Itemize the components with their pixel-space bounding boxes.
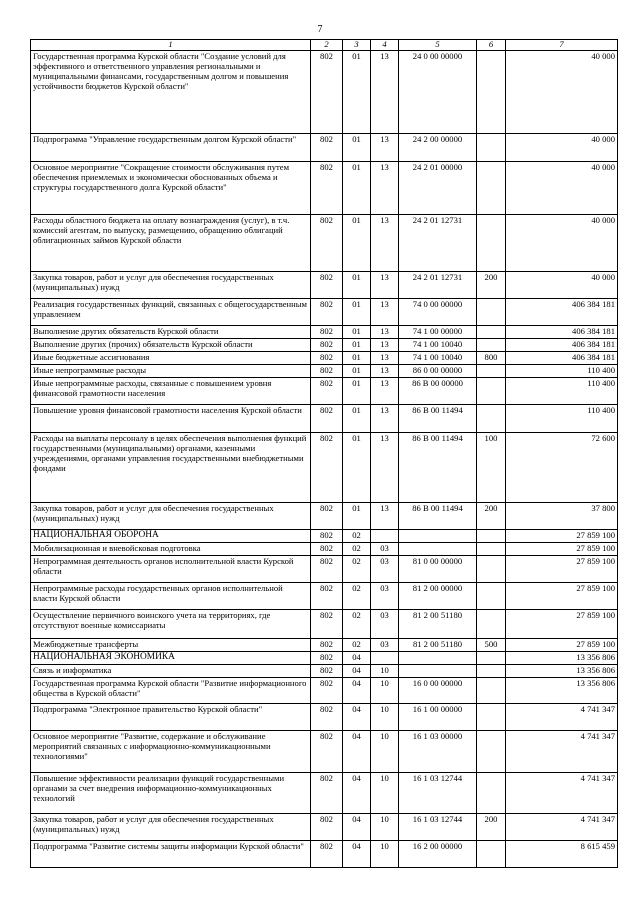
- subsection-cell: 13: [371, 378, 399, 405]
- target-article-cell: [399, 530, 477, 543]
- name-cell: Основное мероприятие "Развитие, содержание и обслуживание мероприятий связанных с информационно-коммуникационными технологиями": [31, 731, 311, 773]
- expense-type-cell: [477, 583, 506, 610]
- grbs-cell: 802: [311, 556, 343, 583]
- target-article-cell: 86 В 00 11494: [399, 503, 477, 530]
- expense-type-cell: [477, 773, 506, 814]
- amount-cell: 40 000: [506, 134, 618, 162]
- target-article-cell: [399, 665, 477, 678]
- expense-type-cell: [477, 405, 506, 433]
- subsection-cell: 03: [371, 639, 399, 652]
- grbs-cell: 802: [311, 841, 343, 868]
- grbs-cell: 802: [311, 215, 343, 272]
- amount-cell: 4 741 347: [506, 704, 618, 731]
- name-cell: Иные непрограммные расходы, связанные с повышением уровня финансовой грамотности населения: [31, 378, 311, 405]
- table-row: [31, 405, 618, 433]
- column-header: 7: [506, 40, 618, 51]
- grbs-cell: 802: [311, 731, 343, 773]
- section-cell: 01: [343, 299, 371, 326]
- target-article-cell: 81 2 00 51180: [399, 610, 477, 639]
- expense-type-cell: [477, 299, 506, 326]
- table-row: [31, 215, 618, 272]
- section-cell: 01: [343, 162, 371, 215]
- table-row: [31, 610, 618, 639]
- section-cell: 01: [343, 352, 371, 365]
- section-cell: 04: [343, 841, 371, 868]
- expense-type-cell: [477, 326, 506, 339]
- section-cell: 01: [343, 503, 371, 530]
- grbs-cell: 802: [311, 639, 343, 652]
- section-cell: 04: [343, 678, 371, 704]
- table-row: [31, 731, 618, 773]
- amount-cell: 27 859 100: [506, 556, 618, 583]
- amount-cell: 8 615 459: [506, 841, 618, 868]
- section-cell: 02: [343, 543, 371, 556]
- name-cell: Закупка товаров, работ и услуг для обеспечения государственных (муниципальных) нужд: [31, 814, 311, 841]
- expense-type-cell: [477, 543, 506, 556]
- subsection-cell: 13: [371, 134, 399, 162]
- table-row: [31, 51, 618, 134]
- target-article-cell: 16 0 00 00000: [399, 678, 477, 704]
- grbs-cell: 802: [311, 272, 343, 299]
- target-article-cell: 74 0 00 00000: [399, 299, 477, 326]
- name-cell: Расходы областного бюджета на оплату вознаграждения (услуг), в т.ч. комиссий агентам, по выпуску, размещению, обращению облигаций облигационных займов Курской области: [31, 215, 311, 272]
- name-cell: НАЦИОНАЛЬНАЯ ЭКОНОМИКА: [31, 652, 311, 665]
- section-cell: 02: [343, 583, 371, 610]
- grbs-cell: 802: [311, 773, 343, 814]
- amount-cell: 406 384 181: [506, 352, 618, 365]
- column-header: 5: [399, 40, 477, 51]
- grbs-cell: 802: [311, 51, 343, 134]
- grbs-cell: 802: [311, 405, 343, 433]
- amount-cell: 406 384 181: [506, 299, 618, 326]
- table-row: [31, 530, 618, 543]
- expense-type-cell: [477, 51, 506, 134]
- amount-cell: 27 859 100: [506, 610, 618, 639]
- budget-table: [30, 39, 618, 868]
- table-row: [31, 543, 618, 556]
- section-cell: 04: [343, 665, 371, 678]
- subsection-cell: 13: [371, 365, 399, 378]
- grbs-cell: 802: [311, 365, 343, 378]
- table-row: [31, 352, 618, 365]
- section-cell: 01: [343, 134, 371, 162]
- amount-cell: 13 356 806: [506, 678, 618, 704]
- name-cell: Выполнение других (прочих) обязательств Курской области: [31, 339, 311, 352]
- expense-type-cell: [477, 665, 506, 678]
- subsection-cell: 10: [371, 704, 399, 731]
- grbs-cell: 802: [311, 610, 343, 639]
- grbs-cell: 802: [311, 326, 343, 339]
- subsection-cell: 03: [371, 610, 399, 639]
- target-article-cell: 74 1 00 00000: [399, 326, 477, 339]
- name-cell: Иные непрограммные расходы: [31, 365, 311, 378]
- expense-type-cell: [477, 365, 506, 378]
- subsection-cell: 13: [371, 162, 399, 215]
- grbs-cell: 802: [311, 814, 343, 841]
- grbs-cell: 802: [311, 299, 343, 326]
- name-cell: Иные бюджетные ассигнования: [31, 352, 311, 365]
- table-header-row: [31, 40, 618, 51]
- name-cell: Основное мероприятие "Сокращение стоимости обслуживания путем обеспечения приемлемых и экономически обоснованных объема и структуры государственного долга Курской области": [31, 162, 311, 215]
- name-cell: Выполнение других обязательств Курской области: [31, 326, 311, 339]
- grbs-cell: 802: [311, 162, 343, 215]
- target-article-cell: [399, 652, 477, 665]
- subsection-cell: 13: [371, 433, 399, 503]
- grbs-cell: 802: [311, 704, 343, 731]
- grbs-cell: 802: [311, 433, 343, 503]
- amount-cell: 27 859 100: [506, 530, 618, 543]
- grbs-cell: 802: [311, 530, 343, 543]
- grbs-cell: 802: [311, 503, 343, 530]
- section-cell: 02: [343, 556, 371, 583]
- amount-cell: 4 741 347: [506, 731, 618, 773]
- section-cell: 01: [343, 365, 371, 378]
- target-article-cell: 16 1 03 00000: [399, 731, 477, 773]
- name-cell: Непрограммные расходы государственных органов исполнительной власти Курской области: [31, 583, 311, 610]
- section-cell: 04: [343, 704, 371, 731]
- grbs-cell: 802: [311, 665, 343, 678]
- name-cell: Межбюджетные трансферты: [31, 639, 311, 652]
- expense-type-cell: [477, 378, 506, 405]
- target-article-cell: 24 2 01 12731: [399, 272, 477, 299]
- target-article-cell: 86 В 00 11494: [399, 433, 477, 503]
- amount-cell: 406 384 181: [506, 326, 618, 339]
- grbs-cell: 802: [311, 134, 343, 162]
- amount-cell: 40 000: [506, 162, 618, 215]
- name-cell: Подпрограмма "Развитие системы защиты информации Курской области": [31, 841, 311, 868]
- name-cell: Повышение эффективности реализации функций государственными органами за счет внедрения информационно-коммуникационных технологий: [31, 773, 311, 814]
- name-cell: Закупка товаров, работ и услуг для обеспечения государственных (муниципальных) нужд: [31, 503, 311, 530]
- table-row: [31, 326, 618, 339]
- grbs-cell: 802: [311, 583, 343, 610]
- subsection-cell: 03: [371, 543, 399, 556]
- expense-type-cell: [477, 610, 506, 639]
- subsection-cell: 13: [371, 352, 399, 365]
- amount-cell: 110 400: [506, 405, 618, 433]
- expense-type-cell: [477, 339, 506, 352]
- table-row: [31, 652, 618, 665]
- subsection-cell: 10: [371, 665, 399, 678]
- table-row: [31, 556, 618, 583]
- table-row: [31, 704, 618, 731]
- section-cell: 01: [343, 339, 371, 352]
- subsection-cell: 13: [371, 503, 399, 530]
- name-cell: Государственная программа Курской области "Развитие информационного общества в Курской области": [31, 678, 311, 704]
- name-cell: НАЦИОНАЛЬНАЯ ОБОРОНА: [31, 530, 311, 543]
- table-row: [31, 299, 618, 326]
- amount-cell: 110 400: [506, 378, 618, 405]
- target-article-cell: 24 2 01 00000: [399, 162, 477, 215]
- table-row: [31, 365, 618, 378]
- section-cell: 04: [343, 814, 371, 841]
- target-article-cell: 16 1 00 00000: [399, 704, 477, 731]
- subsection-cell: 10: [371, 841, 399, 868]
- target-article-cell: 24 2 00 00000: [399, 134, 477, 162]
- expense-type-cell: [477, 134, 506, 162]
- grbs-cell: 802: [311, 543, 343, 556]
- expense-type-cell: [477, 704, 506, 731]
- target-article-cell: 16 1 03 12744: [399, 814, 477, 841]
- expense-type-cell: 200: [477, 814, 506, 841]
- expense-type-cell: 100: [477, 433, 506, 503]
- table-row: [31, 134, 618, 162]
- expense-type-cell: [477, 652, 506, 665]
- grbs-cell: 802: [311, 652, 343, 665]
- section-cell: 01: [343, 215, 371, 272]
- name-cell: Реализация государственных функций, связанных с общегосударственным управлением: [31, 299, 311, 326]
- grbs-cell: 802: [311, 378, 343, 405]
- table-row: [31, 378, 618, 405]
- target-article-cell: 81 0 00 00000: [399, 556, 477, 583]
- target-article-cell: 86 В 00 11494: [399, 405, 477, 433]
- table-row: [31, 583, 618, 610]
- subsection-cell: 03: [371, 583, 399, 610]
- section-cell: 04: [343, 731, 371, 773]
- subsection-cell: [371, 652, 399, 665]
- subsection-cell: 13: [371, 339, 399, 352]
- amount-cell: 27 859 100: [506, 583, 618, 610]
- grbs-cell: 802: [311, 678, 343, 704]
- expense-type-cell: [477, 556, 506, 583]
- section-cell: 01: [343, 51, 371, 134]
- subsection-cell: 13: [371, 51, 399, 134]
- expense-type-cell: [477, 731, 506, 773]
- expense-type-cell: [477, 162, 506, 215]
- expense-type-cell: 200: [477, 503, 506, 530]
- target-article-cell: 16 2 00 00000: [399, 841, 477, 868]
- column-header: 6: [477, 40, 506, 51]
- subsection-cell: 10: [371, 814, 399, 841]
- table-row: [31, 433, 618, 503]
- name-cell: Расходы на выплаты персоналу в целях обеспечения выполнения функций государственными (муниципальными) органами, казенными учреждениями, органами управления государственными внебюджетными фондами: [31, 433, 311, 503]
- section-cell: 04: [343, 652, 371, 665]
- name-cell: Подпрограмма "Электронное правительство Курской области": [31, 704, 311, 731]
- target-article-cell: 74 1 00 10040: [399, 339, 477, 352]
- target-article-cell: 24 0 00 00000: [399, 51, 477, 134]
- section-cell: 04: [343, 773, 371, 814]
- subsection-cell: 10: [371, 773, 399, 814]
- grbs-cell: 802: [311, 339, 343, 352]
- table-row: [31, 162, 618, 215]
- column-header: 4: [371, 40, 399, 51]
- target-article-cell: 86 В 00 00000: [399, 378, 477, 405]
- section-cell: 01: [343, 433, 371, 503]
- amount-cell: 4 741 347: [506, 773, 618, 814]
- target-article-cell: 74 1 00 10040: [399, 352, 477, 365]
- amount-cell: 27 859 100: [506, 543, 618, 556]
- section-cell: 01: [343, 326, 371, 339]
- subsection-cell: 13: [371, 272, 399, 299]
- name-cell: Государственная программа Курской области "Создание условий для эффективного и ответственного управления региональными и муниципальными финансами, государственным долгом и повышения устойчивости бюджетов Курской области": [31, 51, 311, 134]
- amount-cell: 40 000: [506, 51, 618, 134]
- expense-type-cell: 500: [477, 639, 506, 652]
- page-number: 7: [317, 24, 323, 35]
- amount-cell: 13 356 806: [506, 652, 618, 665]
- name-cell: Непрограммная деятельность органов исполнительной власти Курской области: [31, 556, 311, 583]
- column-header: 2: [311, 40, 343, 51]
- subsection-cell: [371, 530, 399, 543]
- subsection-cell: 03: [371, 556, 399, 583]
- amount-cell: 13 356 806: [506, 665, 618, 678]
- table-row: [31, 639, 618, 652]
- section-cell: 02: [343, 639, 371, 652]
- amount-cell: 27 859 100: [506, 639, 618, 652]
- table-row: [31, 272, 618, 299]
- column-header: 3: [343, 40, 371, 51]
- name-cell: Подпрограмма "Управление государственным долгом Курской области": [31, 134, 311, 162]
- section-cell: 02: [343, 530, 371, 543]
- subsection-cell: 13: [371, 215, 399, 272]
- expense-type-cell: 800: [477, 352, 506, 365]
- expense-type-cell: [477, 841, 506, 868]
- section-cell: 01: [343, 378, 371, 405]
- name-cell: Осуществление первичного воинского учета на территориях, где отсутствуют военные комиссариаты: [31, 610, 311, 639]
- section-cell: 01: [343, 272, 371, 299]
- target-article-cell: [399, 543, 477, 556]
- grbs-cell: 802: [311, 352, 343, 365]
- target-article-cell: 16 1 03 12744: [399, 773, 477, 814]
- amount-cell: 4 741 347: [506, 814, 618, 841]
- amount-cell: 40 000: [506, 272, 618, 299]
- subsection-cell: 13: [371, 405, 399, 433]
- column-header: 1: [31, 40, 311, 51]
- expense-type-cell: 200: [477, 272, 506, 299]
- amount-cell: 406 384 181: [506, 339, 618, 352]
- subsection-cell: 10: [371, 678, 399, 704]
- target-article-cell: 81 2 00 51180: [399, 639, 477, 652]
- table-row: [31, 814, 618, 841]
- target-article-cell: 86 0 00 00000: [399, 365, 477, 378]
- name-cell: Повышение уровня финансовой грамотности населения Курской области: [31, 405, 311, 433]
- expense-type-cell: [477, 678, 506, 704]
- table-row: [31, 773, 618, 814]
- amount-cell: 110 400: [506, 365, 618, 378]
- name-cell: Закупка товаров, работ и услуг для обеспечения государственных (муниципальных) нужд: [31, 272, 311, 299]
- target-article-cell: 24 2 01 12731: [399, 215, 477, 272]
- table-row: [31, 503, 618, 530]
- section-cell: 02: [343, 610, 371, 639]
- name-cell: Связь и информатика: [31, 665, 311, 678]
- subsection-cell: 13: [371, 299, 399, 326]
- amount-cell: 40 000: [506, 215, 618, 272]
- expense-type-cell: [477, 530, 506, 543]
- expense-type-cell: [477, 215, 506, 272]
- target-article-cell: 81 2 00 00000: [399, 583, 477, 610]
- subsection-cell: 13: [371, 326, 399, 339]
- name-cell: Мобилизационная и вневойсковая подготовка: [31, 543, 311, 556]
- table-row: [31, 339, 618, 352]
- table-row: [31, 665, 618, 678]
- table-row: [31, 841, 618, 868]
- section-cell: 01: [343, 405, 371, 433]
- table-row: [31, 678, 618, 704]
- subsection-cell: 10: [371, 731, 399, 773]
- amount-cell: 37 800: [506, 503, 618, 530]
- amount-cell: 72 600: [506, 433, 618, 503]
